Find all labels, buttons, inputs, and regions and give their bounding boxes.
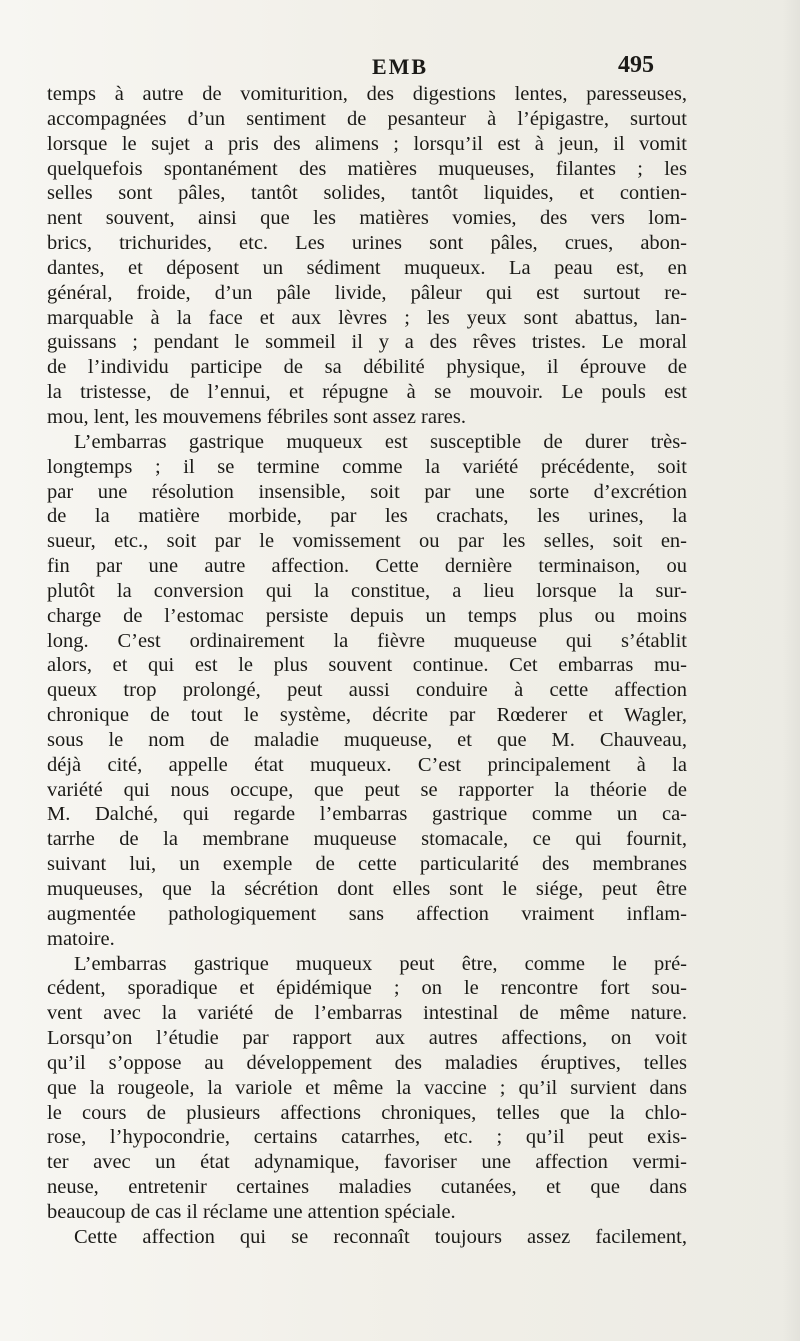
text-line: augmentée pathologiquement sans affection vraiment inflam- bbox=[47, 902, 687, 925]
text-line: muqueuses, que la sécrétion dont elles sont le siége, peut être bbox=[47, 878, 687, 900]
text-line: alors, et qui est le plus souvent continue. Cet embarras mu- bbox=[47, 654, 687, 677]
text-line: fin par une autre affection. Cette dernière terminaison, ou bbox=[47, 555, 687, 578]
text-line: mou, lent, les mouvemens fébriles sont assez rares. bbox=[47, 405, 466, 428]
text-line: vent avec la variété de l’embarras intestinal de même nature. bbox=[47, 1002, 687, 1025]
text-line: que la rougeole, la variole et même la vaccine ; qu’il survient dans bbox=[47, 1076, 687, 1099]
text-line: Lorsqu’on l’étudie par rapport aux autres affections, on voit bbox=[47, 1027, 687, 1050]
text-line: plutôt la conversion qui la constitue, a lieu lorsque la sur- bbox=[47, 579, 687, 602]
page-number: 495 bbox=[618, 52, 654, 78]
text-line: tarrhe de la membrane muqueuse stomacale, ce qui fournit, bbox=[47, 828, 687, 851]
text-line: quelquefois spontanément des matières muqueuses, filantes ; les bbox=[47, 157, 687, 180]
text-line: queux trop prolongé, peut aussi conduire à cette affection bbox=[47, 679, 687, 702]
text-line: cédent, sporadique et épidémique ; on le rencontre fort sou- bbox=[47, 977, 687, 1000]
text-line: sous le nom de maladie muqueuse, et que M. Chauveau, bbox=[47, 728, 687, 751]
text-line: ter avec un état adynamique, favoriser une affection vermi- bbox=[47, 1151, 687, 1174]
text-line: beaucoup de cas il réclame une attention spéciale. bbox=[47, 1200, 456, 1223]
text-line: rose, l’hypocondrie, certains catarrhes, etc. ; qu’il peut exis- bbox=[47, 1126, 687, 1149]
text-line: brics, trichurides, etc. Les urines sont pâles, crues, abon- bbox=[47, 232, 687, 255]
text-line: long. C’est ordinairement la fièvre muqueuse qui s’établit bbox=[47, 629, 687, 652]
text-line: neuse, entretenir certaines maladies cutanées, et que dans bbox=[47, 1176, 687, 1199]
body-text bbox=[47, 82, 687, 1250]
text-line: sueur, etc., soit par le vomissement ou par les selles, soit en- bbox=[47, 530, 687, 553]
text-line: le cours de plusieurs affections chroniques, telles que la chlo- bbox=[47, 1101, 687, 1124]
paragraph-2 bbox=[47, 430, 687, 952]
text-line: charge de l’estomac persiste depuis un temps plus ou moins bbox=[47, 604, 687, 627]
text-line: suivant lui, un exemple de cette particularité des membranes bbox=[47, 853, 687, 876]
text-line: lorsque le sujet a pris des alimens ; lorsqu’il est à jeun, il vomit bbox=[47, 132, 687, 155]
text-line: qu’il s’oppose au développement des maladies éruptives, telles bbox=[47, 1051, 687, 1074]
text-line: marquable à la face et aux lèvres ; les yeux sont abattus, lan- bbox=[47, 306, 687, 329]
text-line: M. Dalché, qui regarde l’embarras gastrique comme un ca- bbox=[47, 803, 687, 826]
text-line: déjà cité, appelle état muqueux. C’est principalement à la bbox=[47, 753, 687, 776]
text-line: longtemps ; il se termine comme la variété précédente, soit bbox=[47, 455, 687, 478]
text-line: variété qui nous occupe, que peut se rapporter la théorie de bbox=[47, 778, 687, 801]
text-line: la tristesse, de l’ennui, et répugne à se mouvoir. Le pouls est bbox=[47, 381, 687, 404]
text-line: par une résolution insensible, soit par une sorte d’excrétion bbox=[47, 480, 687, 503]
text-line: guissans ; pendant le sommeil il y a des rêves tristes. Le moral bbox=[47, 331, 687, 354]
text-line: de la matière morbide, par les crachats, les urines, la bbox=[47, 505, 687, 528]
paragraph-3 bbox=[47, 952, 687, 1225]
text-line: de l’individu participe de sa débilité physique, il éprouve de bbox=[47, 356, 687, 379]
text-line: Cette affection qui se reconnaît toujours assez facilement, bbox=[74, 1225, 687, 1248]
text-line: temps à autre de vomiturition, des digestions lentes, paresseuses, bbox=[47, 83, 687, 105]
text-line: selles sont pâles, tantôt solides, tantôt liquides, et contien- bbox=[47, 182, 687, 205]
page-header bbox=[0, 52, 800, 82]
text-line: L’embarras gastrique muqueux est susceptible de durer très- bbox=[74, 430, 687, 453]
paragraph-1 bbox=[47, 82, 687, 430]
text-line: matoire. bbox=[47, 927, 115, 950]
page-fold-shadow bbox=[782, 0, 800, 1341]
text-line: général, froide, d’un pâle livide, pâleur qui est surtout re- bbox=[47, 281, 687, 304]
text-line: accompagnées d’un sentiment de pesanteur à l’épigastre, surtout bbox=[47, 107, 687, 130]
text-line: dantes, et déposent un sédiment muqueux. La peau est, en bbox=[47, 256, 687, 279]
text-line: nent souvent, ainsi que les matières vomies, des vers lom- bbox=[47, 207, 687, 230]
text-line: chronique de tout le système, décrite par Rœderer et Wagler, bbox=[47, 704, 687, 727]
text-line: L’embarras gastrique muqueux peut être, comme le pré- bbox=[74, 952, 687, 975]
paragraph-4 bbox=[47, 1225, 687, 1250]
running-head: EMB bbox=[371, 54, 429, 79]
